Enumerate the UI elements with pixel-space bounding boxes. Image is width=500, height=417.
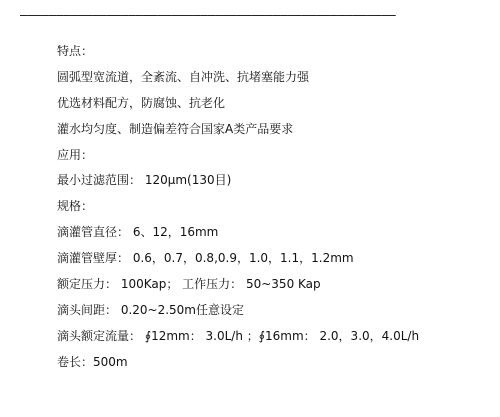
pipe-diameter: 滴灌管直径： 6、12，16mm	[57, 225, 219, 240]
feature-uniformity: 灌水均匀度、制造偏差符合国家A类产品要求	[57, 121, 294, 136]
emitter-flow-rate: 滴头额定流量： ∮12mm： 3.0L/h ；∮16mm： 2.0，3.0，4.0L/h	[57, 328, 420, 343]
product-spec-text	[57, 42, 497, 379]
feature-material: 优选材料配方，防腐蚀、抗老化	[57, 95, 226, 110]
filtration-range: 最小过滤范围： 120μm(130目)	[57, 173, 232, 188]
emitter-spacing: 滴头间距： 0.20~2.50m任意设定	[57, 302, 244, 317]
top-divider-rule: ————————————————————————————————————————————————————	[20, 8, 396, 22]
specifications-heading: 规格：	[57, 199, 94, 214]
features-heading: 特点：	[57, 44, 94, 58]
application-heading: 应用：	[57, 147, 94, 162]
feature-flow-channel: 圆弧型宽流道，全紊流、自冲洗、抗堵塞能力强	[57, 69, 310, 84]
roll-length: 卷长：500m	[57, 354, 128, 369]
pipe-wall-thickness: 滴灌管壁厚： 0.6，0.7，0.8,0.9，1.0，1.1，1.2mm	[57, 251, 354, 266]
pressure-rating: 额定压力： 100Kap； 工作压力： 50~350 Kap	[57, 277, 321, 292]
